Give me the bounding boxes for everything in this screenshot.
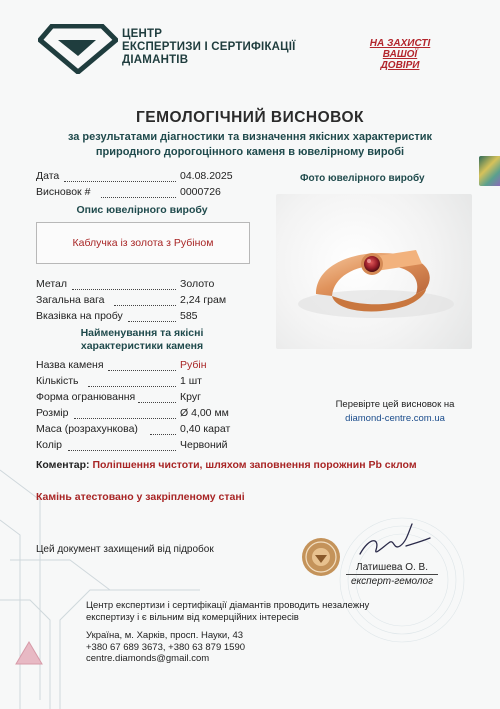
triangle-decoration-icon xyxy=(14,640,44,666)
assay-value: 585 xyxy=(180,310,198,322)
cut-value: Круг xyxy=(180,391,201,403)
quantity-value: 1 шт xyxy=(180,375,202,387)
diamond-logo-icon xyxy=(38,24,118,74)
signature-icon xyxy=(350,516,440,564)
document-subtitle xyxy=(0,130,500,160)
number-dots xyxy=(101,197,176,198)
subtitle-line1: за результатами діагностики та визначення якісних характеристик xyxy=(67,131,433,143)
signature-line xyxy=(346,574,438,575)
verify-block xyxy=(320,398,470,426)
jewelry-photo xyxy=(276,194,472,349)
number-value: 0000726 xyxy=(180,186,221,198)
item-description-box xyxy=(36,222,250,264)
date-dots xyxy=(64,181,176,182)
stone-section-title-line2: характеристики каменя xyxy=(80,340,204,352)
seal-stamp-icon xyxy=(301,537,341,577)
quantity-dots xyxy=(88,386,176,387)
comment-label: Коментар: xyxy=(36,459,90,471)
size-dots xyxy=(74,418,176,419)
stone-name-value: Рубін xyxy=(180,359,207,371)
org-name-line3: ДІАМАНТІВ xyxy=(122,54,189,66)
verify-text: Перевірте цей висновок на xyxy=(335,399,455,410)
footer-paragraph: Центр експертизи і сертифікації діамантів проводить незалежну експертизу і є вільним від комерційних інтересів xyxy=(86,600,370,623)
hologram-sticker xyxy=(479,156,500,186)
metal-dots xyxy=(72,289,176,290)
stone-name-dots xyxy=(108,370,176,371)
size-label: Розмір xyxy=(36,407,69,419)
slogan xyxy=(360,38,440,71)
number-label: Висновок # xyxy=(36,186,91,198)
slogan-line3: ДОВІРИ xyxy=(380,60,420,71)
contacts-block xyxy=(86,630,245,665)
address-text: Україна, м. Харків, просп. Науки, 43 xyxy=(86,630,244,641)
mass-dots xyxy=(150,434,176,435)
stone-section-title xyxy=(36,327,248,353)
slogan-line1: НА ЗАХИСТІ xyxy=(369,38,431,49)
comment-text: Поліпшення чистоти, шляхом заповнення порожнин Pb склом xyxy=(92,459,417,471)
weight-dots xyxy=(114,305,176,306)
item-description: Каблучка із золота з Рубіном xyxy=(72,237,214,249)
verify-url-link[interactable]: diamond-centre.com.ua xyxy=(345,413,445,424)
date-label: Дата xyxy=(36,170,60,182)
stone-section-title-line1: Найменування та якісні xyxy=(80,327,204,339)
color-dots xyxy=(68,450,176,451)
color-label: Колір xyxy=(36,439,63,451)
signature-name: Латишева О. В. xyxy=(356,562,428,573)
weight-value: 2,24 грам xyxy=(180,294,227,306)
size-value: Ø 4,00 мм xyxy=(180,407,229,419)
color-value: Червоний xyxy=(180,439,228,451)
org-name-line2: ЕКСПЕРТИЗИ І СЕРТИФІКАЦІЇ xyxy=(122,41,296,53)
mass-label: Маса (розрахункова) xyxy=(36,423,138,435)
photo-label: Фото ювелірного виробу xyxy=(300,173,425,184)
cut-dots xyxy=(138,402,176,403)
cut-label: Форма огранювання xyxy=(36,391,136,403)
weight-label: Загальна вага xyxy=(36,294,105,306)
metal-label: Метал xyxy=(36,278,68,290)
comment-block xyxy=(36,459,417,471)
email-link[interactable]: centre.diamonds@gmail.com xyxy=(86,653,210,664)
organization-name xyxy=(122,28,296,67)
stone-name-label: Назва каменя xyxy=(36,359,104,371)
org-name-line1: ЦЕНТР xyxy=(122,28,163,40)
document-title: ГЕМОЛОГІЧНИЙ ВИСНОВОК xyxy=(135,109,364,126)
quantity-label: Кількість xyxy=(36,375,79,387)
protected-note: Цей документ захищений від підробок xyxy=(36,544,214,555)
item-section-title: Опис ювелірного виробу xyxy=(76,204,208,216)
date-value: 04.08.2025 xyxy=(180,170,233,182)
ring-image xyxy=(276,194,472,349)
subtitle-line2: природного дорогоцінного каменя в ювелірному виробі xyxy=(95,146,405,158)
assay-label: Вказівка на пробу xyxy=(36,310,123,322)
certified-note: Камінь атестовано у закріпленому стані xyxy=(36,491,245,503)
phones-text: +380 67 689 3673, +380 63 879 1590 xyxy=(86,641,246,653)
signature-role: експерт-гемолог xyxy=(350,576,434,587)
slogan-line2: ВАШОЇ xyxy=(382,49,418,60)
mass-value: 0,40 карат xyxy=(180,423,231,435)
metal-value: Золото xyxy=(180,278,215,290)
assay-dots xyxy=(128,321,176,322)
